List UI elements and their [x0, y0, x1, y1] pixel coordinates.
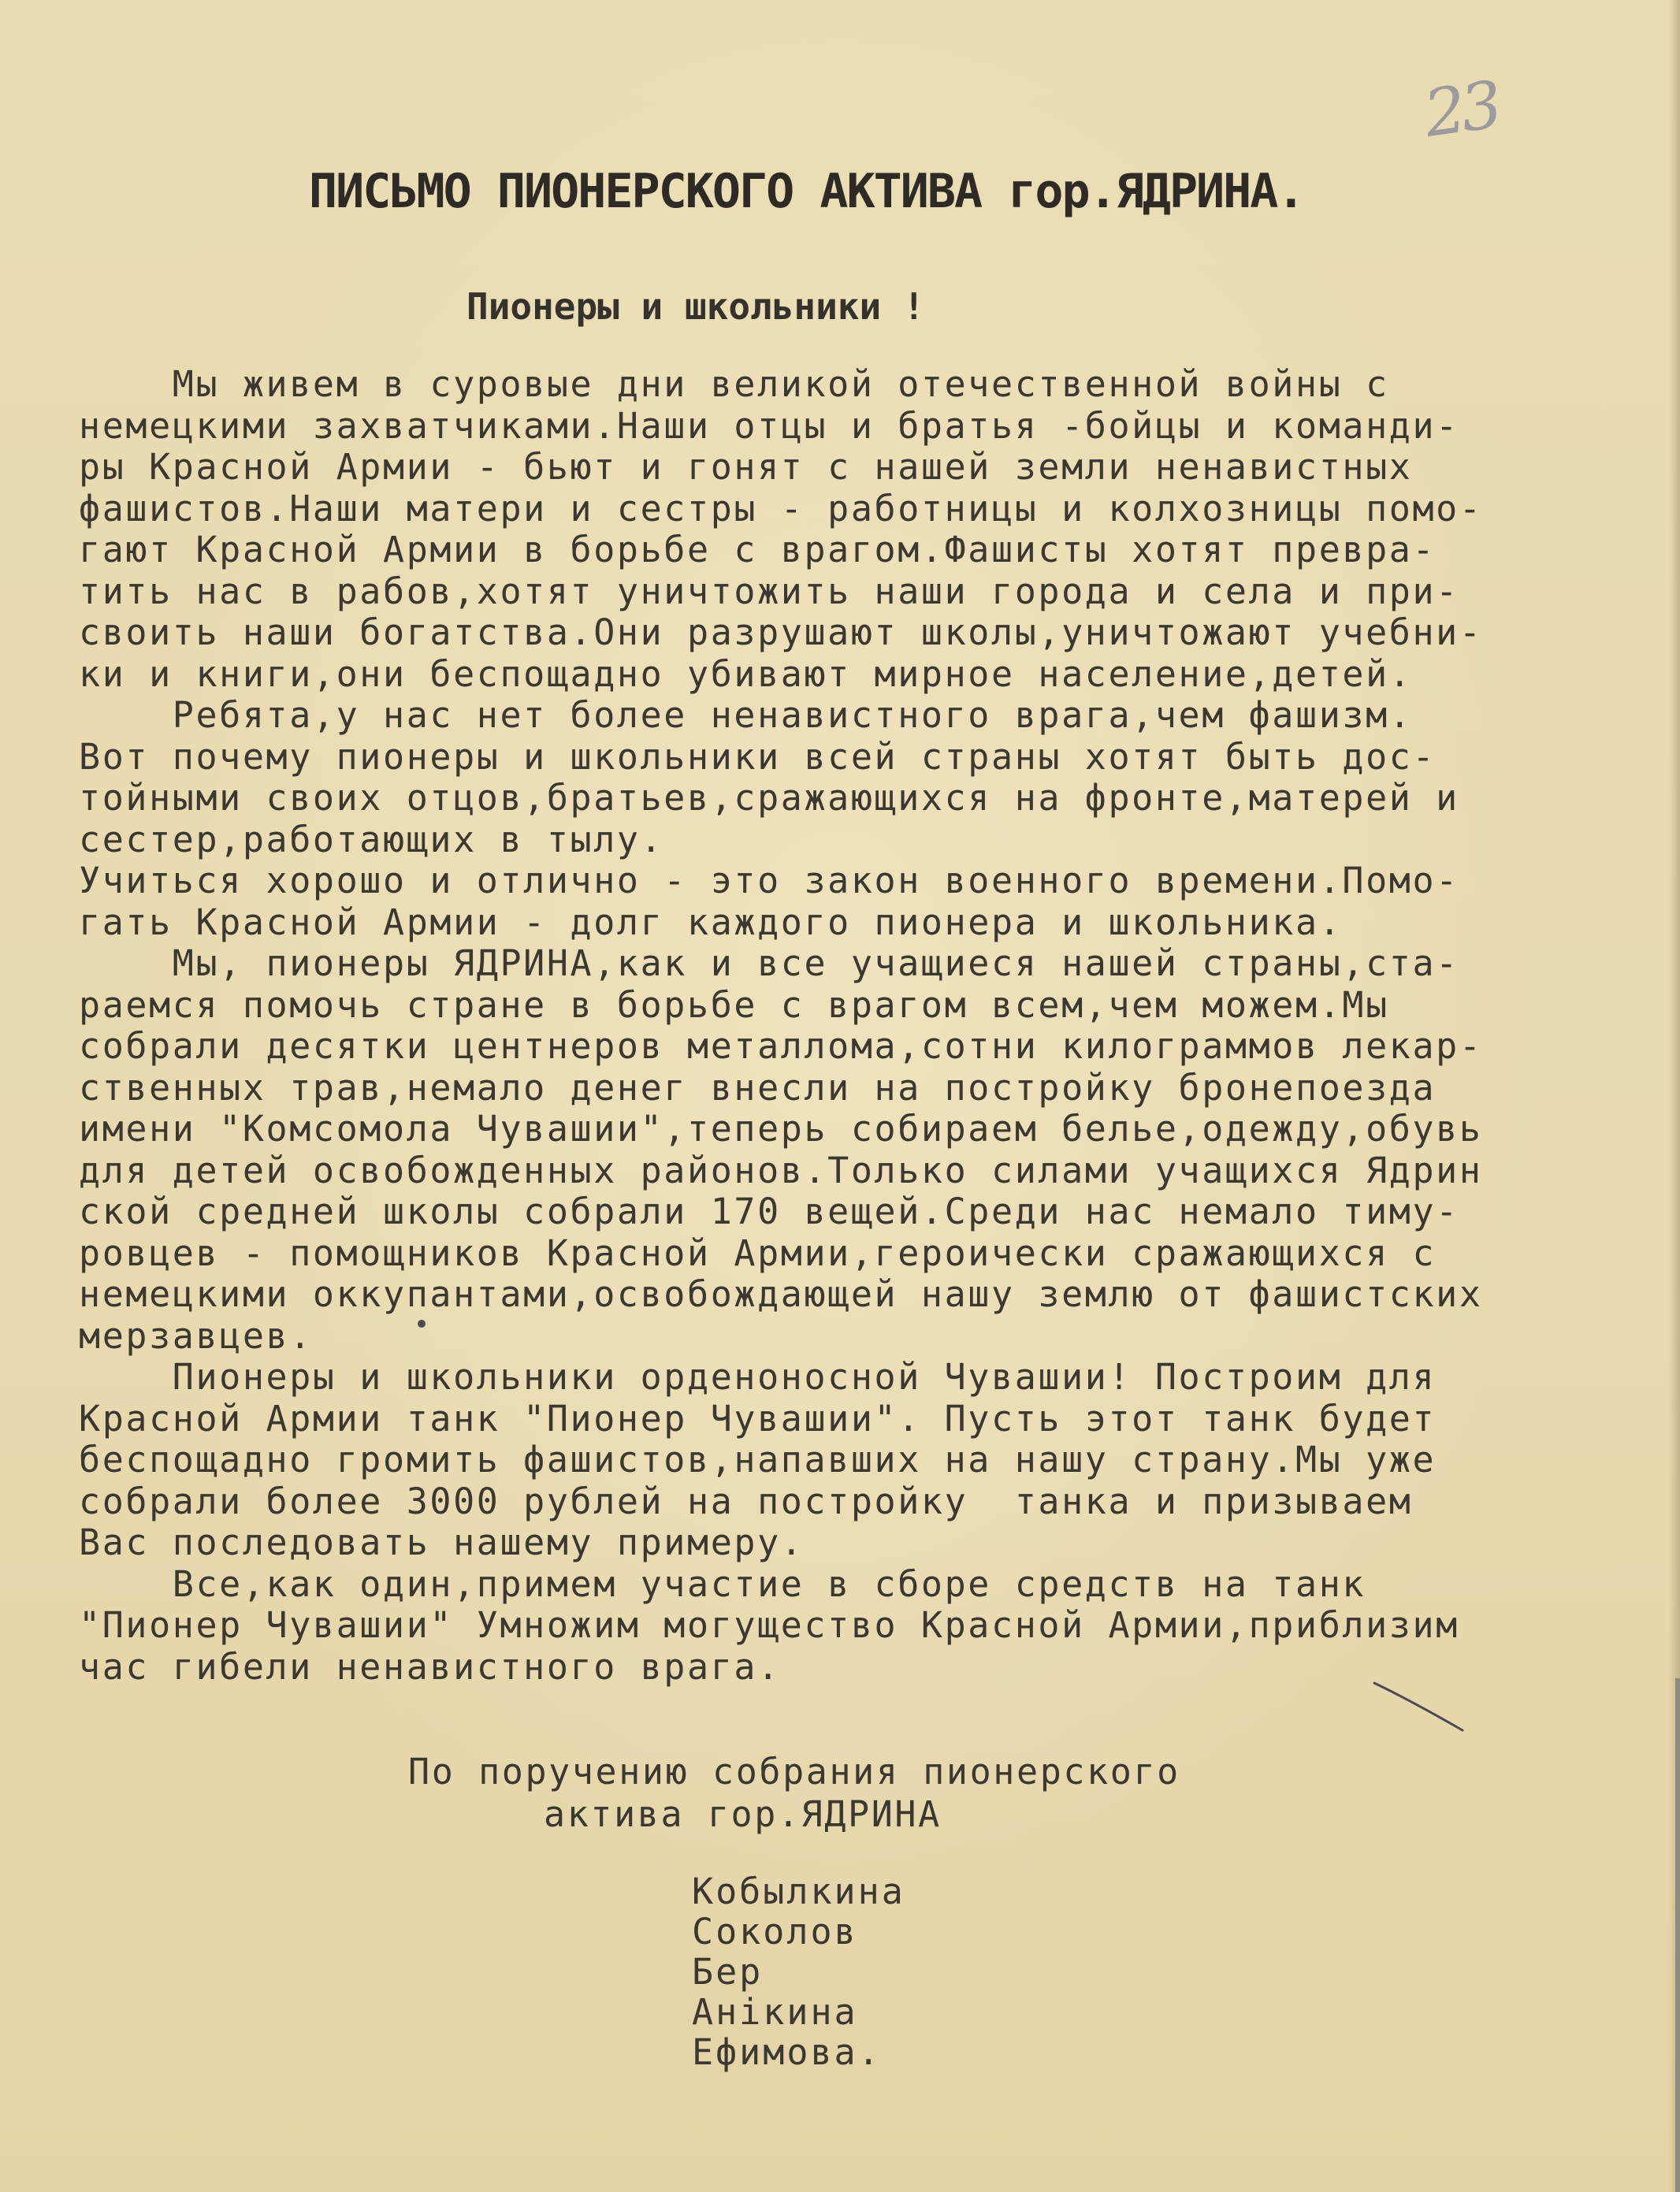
body-line: немецкими захватчиками.Наши отцы и братья -бойцы и команди-: [79, 404, 1459, 447]
signatory-name: Кобылкина: [692, 1871, 905, 1912]
letter-body: [79, 364, 1655, 1688]
signatory-name: Ефимова.: [692, 2031, 882, 2073]
body-line: Красной Армии танк "Пионер Чувашии". Пусть этот танк будет: [79, 1397, 1437, 1440]
signature-line-2: актива гор.ЯДРИНА: [544, 1793, 942, 1835]
body-line: собрали более 3000 рублей на постройку танка и призываем: [79, 1480, 1413, 1522]
body-line: тить нас в рабов,хотят уничтожить наши города и села и при-: [79, 570, 1459, 612]
body-line: ровцев - помощников Красной Армии,героически сражающихся с: [79, 1232, 1437, 1274]
body-line: сестер,работающих в тылу.: [79, 818, 664, 860]
body-line: собрали десятки центнеров металлома,сотни килограммов лекар-: [79, 1025, 1483, 1067]
body-line: мерзавцев.: [79, 1314, 313, 1357]
body-line: Ребята,у нас нет более ненавистного врага,чем фашизм.: [79, 694, 1413, 736]
greeting: Пионеры и школьники !: [466, 285, 925, 328]
body-line: Мы, пионеры ЯДРИНА,как и все учащиеся нашей страны,ста-: [79, 942, 1459, 984]
body-line: Вот почему пионеры и школьники всей страны хотят быть дос-: [79, 735, 1437, 778]
body-line: Все,как один,примем участие в сборе средств на танк: [79, 1562, 1366, 1605]
pen-stroke-mark: [1371, 1678, 1466, 1733]
body-line: беспощадно громить фашистов,напавших на нашу страну.Мы уже: [79, 1439, 1437, 1481]
body-line: Вас последовать нашему примеру.: [79, 1521, 805, 1563]
body-line: раемся помочь стране в борьбе с врагом всем,чем можем.Мы: [79, 983, 1389, 1026]
body-line: немецкими оккупантами,освобождающей нашу землю от фашистских: [79, 1273, 1483, 1315]
body-line: своить наши богатства.Они разрушают школы,уничтожают учебни-: [79, 611, 1483, 653]
body-line: ской средней школы собрали 170 вещей.Среди нас немало тиму-: [79, 1191, 1459, 1232]
signatory-name: Бер: [692, 1951, 764, 1993]
page-number: 23: [1419, 68, 1503, 152]
signature-line-1: По поручению собрания пионерского: [408, 1751, 1180, 1793]
body-line: ственных трав,немало денег внесли на постройку бронепоезда: [79, 1066, 1437, 1109]
signatory-name: Анікина: [692, 1991, 858, 2033]
body-line: фашистов.Наши матери и сестры - работницы и колхозницы помо-: [79, 487, 1483, 529]
document-title: ПИСЬМО ПИОНЕРСКОГО АКТИВА гор.ЯДРИНА.: [309, 164, 1304, 219]
body-line: имени "Комсомола Чувашии",теперь собираем белье,одежду,обувь: [79, 1108, 1483, 1150]
body-line: ки и книги,они беспощадно убивают мирное население,детей.: [79, 652, 1413, 695]
body-line: тойными своих отцов,братьев,сражающихся на фронте,матерей и: [79, 777, 1459, 819]
page-edge-strip: [1675, 1678, 1680, 2192]
ink-dot: [418, 1320, 426, 1328]
body-line: для детей освобожденных районов.Только силами учащихся Ядрин: [79, 1149, 1483, 1191]
body-line: ры Красной Армии - бьют и гонят с нашей земли ненавистных: [79, 446, 1413, 488]
signatory-name: Соколов: [692, 1911, 858, 1952]
body-line: Учиться хорошо и отлично - это закон военного времени.Помо-: [79, 860, 1459, 901]
body-line: гают Красной Армии в борьбе с врагом.Фашисты хотят превра-: [79, 529, 1437, 570]
signatories-list: [692, 1871, 905, 2072]
body-line: час гибели ненавистного врага.: [79, 1645, 781, 1688]
body-line: гать Красной Армии - долг каждого пионера и школьника.: [79, 901, 1343, 943]
body-line: "Пионер Чувашии" Умножим могущество Красной Армии,приблизим: [79, 1604, 1459, 1646]
body-line: Мы живем в суровые дни великой отечественной войны с: [79, 363, 1389, 405]
body-line: Пионеры и школьники орденоносной Чувашии! Построим для: [79, 1356, 1437, 1398]
